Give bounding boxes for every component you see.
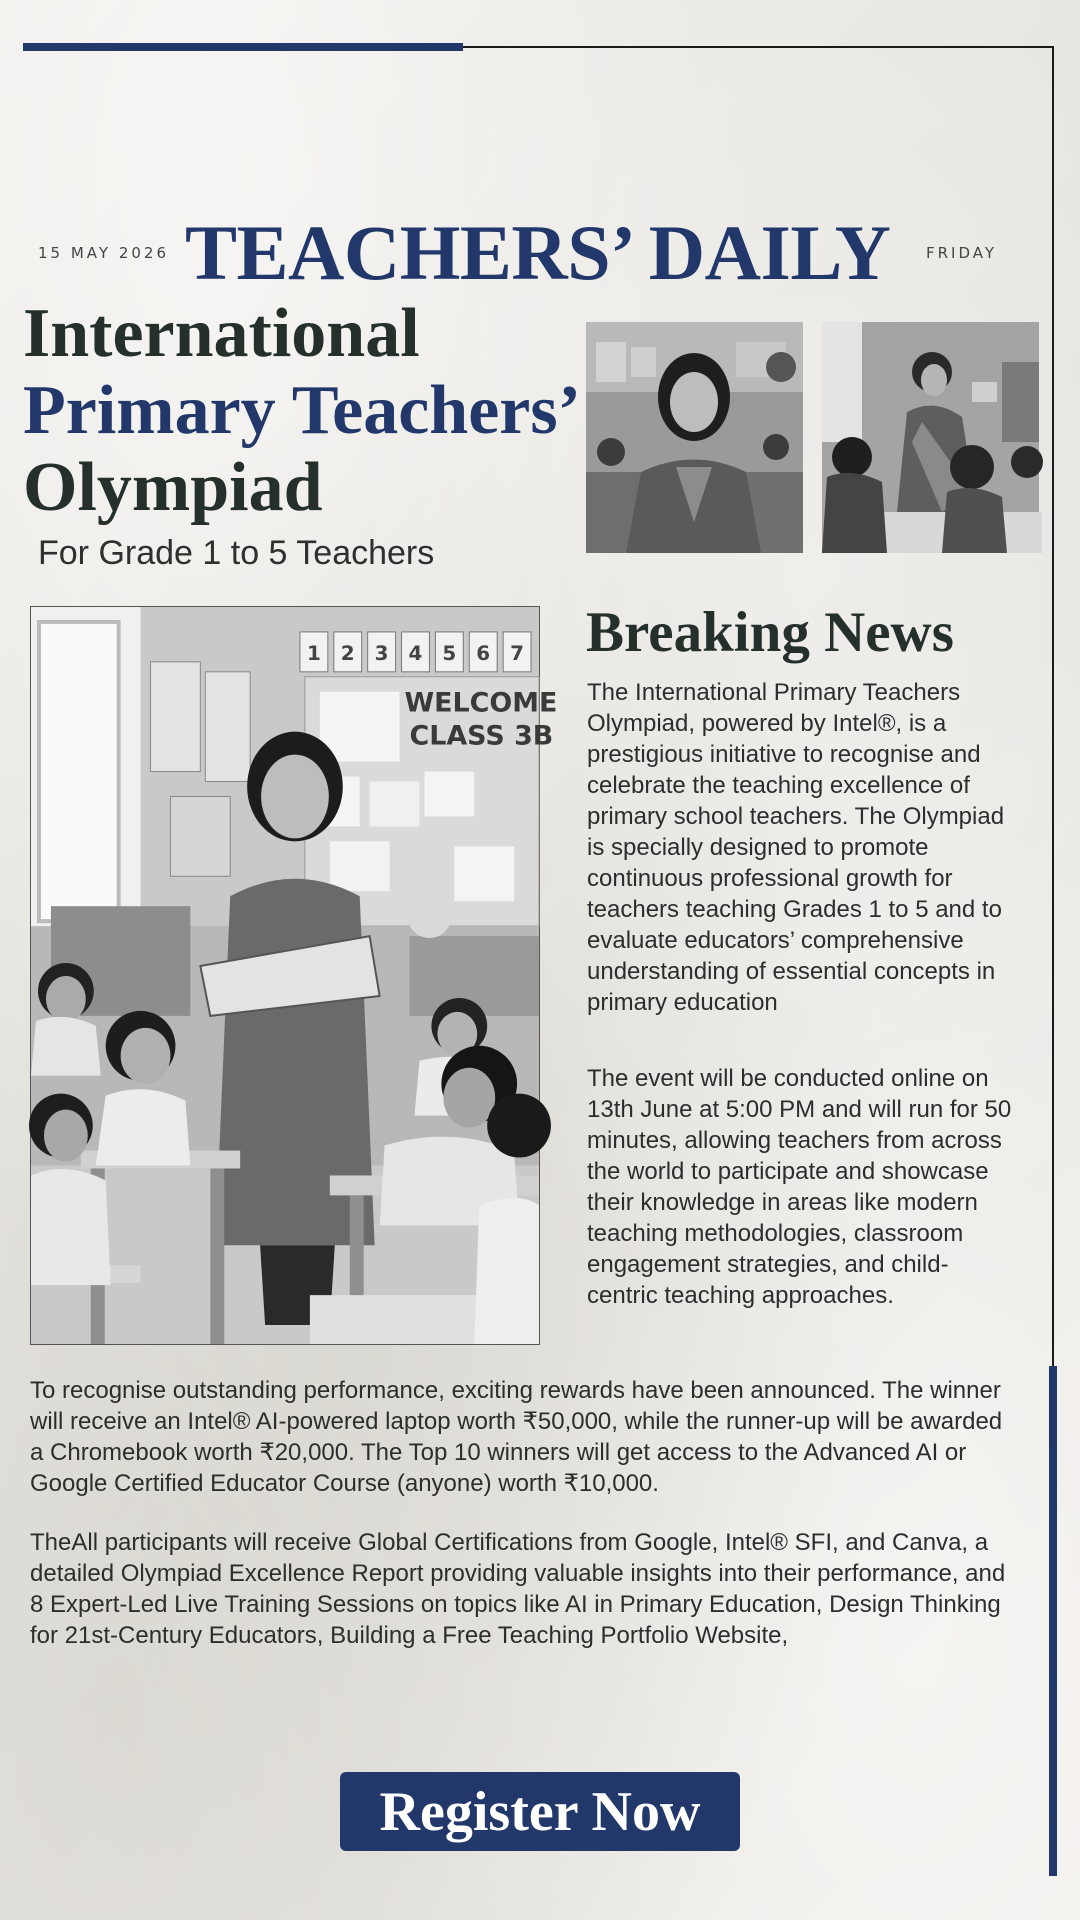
register-now-button[interactable]: Register Now xyxy=(340,1772,740,1851)
number-card-5: 5 xyxy=(442,641,457,665)
frame-top-thin-rule xyxy=(463,46,1054,48)
number-card-7: 7 xyxy=(510,641,525,665)
subtitle: For Grade 1 to 5 Teachers xyxy=(38,534,435,572)
rewards-paragraph: To recognise outstanding performance, exciting rewards have been announced. The winner will receive an Intel® AI-powered laptop worth ₹50,000, while the runner-up will be awarded a Chromebook worth ₹20,000. The Top 10 winners will get access to the Advanced AI or Google Certified Educator Course (anyone) worth ₹10,000. xyxy=(30,1377,1003,1497)
teacher-with-students-photo xyxy=(822,322,1039,553)
masthead-date: 15 MAY 2026 xyxy=(38,244,169,262)
number-card-4: 4 xyxy=(408,641,423,665)
number-card-6: 6 xyxy=(476,641,491,665)
headline xyxy=(23,295,581,526)
participants-paragraph: TheAll participants will receive Global Certifications from Google, Intel® SFI, and Canva, a detailed Olympiad Excellence Report providing valuable insights into their performance, and 8 Expert-Led Live Training Sessions on topics like AI in Primary Education, Design Thinking for 21st-Century Educators, Building a Free Teaching Portfolio Website, xyxy=(30,1529,1006,1649)
welcome-sign-text: WELCOME xyxy=(404,687,558,719)
number-card-1: 1 xyxy=(306,641,321,665)
frame-top-thick-rule xyxy=(23,43,463,51)
frame-right-thick-rule xyxy=(1049,1366,1057,1876)
masthead-day: FRIDAY xyxy=(926,244,998,262)
breaking-news-title: Breaking News xyxy=(586,601,954,664)
teacher-portrait-photo xyxy=(586,322,803,553)
number-card-2: 2 xyxy=(340,641,355,665)
masthead-title: TEACHERS’ DAILY xyxy=(185,209,891,296)
frame-right-thin-rule xyxy=(1052,46,1054,1366)
classroom-main-photo xyxy=(30,606,558,1345)
headline-line-3: Olympiad xyxy=(23,449,323,526)
class-sign-text: CLASS 3B xyxy=(409,720,554,752)
headline-line-1: International xyxy=(23,295,420,372)
headline-line-2: Primary Teachers’ xyxy=(23,372,581,449)
number-card-3: 3 xyxy=(374,641,389,665)
breaking-news-paragraph-1: The International Primary Teachers Olympiad, powered by Intel®, is a prestigious initiative to recognise and celebrate the teaching excellence of primary school teachers. The Olympiad is specially designed to promote continuous professional growth for teachers teaching Grades 1 to 5 and to evaluate educators’ comprehensive understanding of essential concepts in primary education xyxy=(587,679,1005,1016)
breaking-news-paragraph-2: The event will be conducted online on 13th June at 5:00 PM and will run for 50 minutes, allowing teachers from across the world to participate and showcase their knowledge in areas like modern teaching methodologies, classroom engagement strategies, and child-centric teaching approaches. xyxy=(587,1065,1012,1309)
